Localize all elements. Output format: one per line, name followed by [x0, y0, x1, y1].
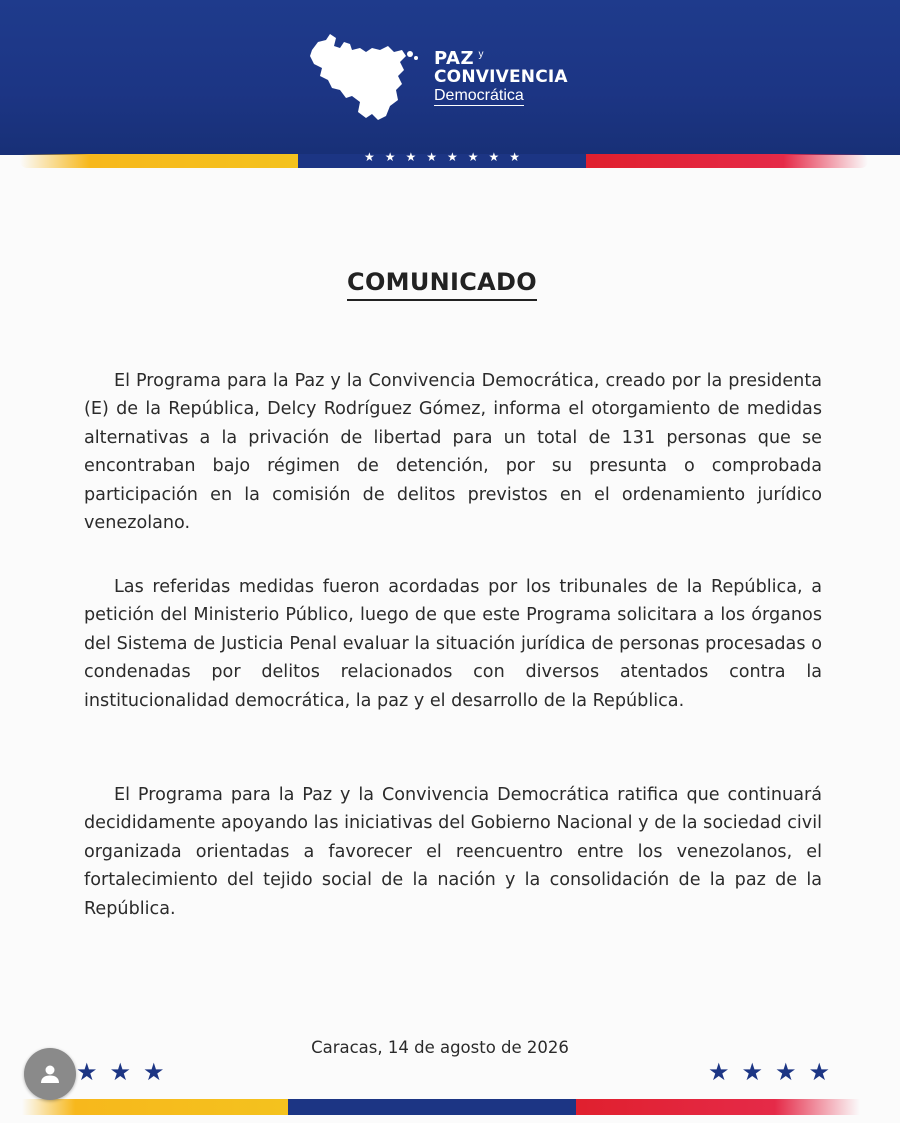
- top-stripe-red: [586, 154, 868, 168]
- brand-y: y: [478, 49, 484, 60]
- place-date: Caracas, 14 de agosto de 2026: [311, 1038, 569, 1057]
- bottom-right-stars: ★★★★: [708, 1058, 843, 1086]
- brand-democratica: Democrática: [434, 87, 524, 104]
- bottom-stripe-yellow: [22, 1099, 288, 1115]
- document-title: [0, 268, 884, 301]
- program-logo: [306, 28, 606, 128]
- top-stars: ★★★★★★★★: [363, 150, 531, 164]
- bottom-left-stars: ★★★: [76, 1058, 177, 1086]
- top-stripe-yellow: [20, 154, 298, 168]
- bottom-stripe-red: [576, 1099, 860, 1115]
- brand-paz: PAZ: [434, 48, 475, 69]
- paragraph-2: Las referidas medidas fueron acordadas por los tribunales de la República, a petición del Ministerio Público, luego de que este Programa solicitara a los órganos del Sistema de Justicia Penal evaluar la situación jurídica de personas procesadas o condenadas por delitos relacionados con diversos atentados contra la institucionalidad democrática, la paz y el desarrollo de la República.: [84, 577, 822, 711]
- document-title-text: COMUNICADO: [347, 268, 537, 301]
- venezuela-map-icon: [306, 28, 431, 124]
- brand-wordmark: [434, 50, 568, 106]
- header-banner: [0, 0, 900, 155]
- paragraph-1: El Programa para la Paz y la Convivencia Democrática, creado por la presidenta (E) de la República, Delcy Rodríguez Gómez, informa el otorgamiento de medidas alternativas a la privación de libertad para un total de 131 personas que se encontraban bajo régimen de detención, por su presunta o comprobada participación en la comisión de delitos previstos en el ordenamiento jurídico venezolano.: [84, 371, 822, 534]
- profile-avatar-button[interactable]: [24, 1048, 76, 1100]
- paragraph-3: El Programa para la Paz y la Convivencia Democrática ratifica que continuará decididamente apoyando las iniciativas del Gobierno Nacional y de la sociedad civil organizada orientadas a favorecer el reencuentro entre los venezolanos, el fortalecimiento del tejido social de la nación y la consolidación de la paz de la República.: [84, 785, 822, 919]
- user-icon: [38, 1062, 62, 1086]
- bottom-stripe-blue: [288, 1099, 576, 1115]
- brand-convivencia: CONVIVENCIA: [434, 67, 568, 87]
